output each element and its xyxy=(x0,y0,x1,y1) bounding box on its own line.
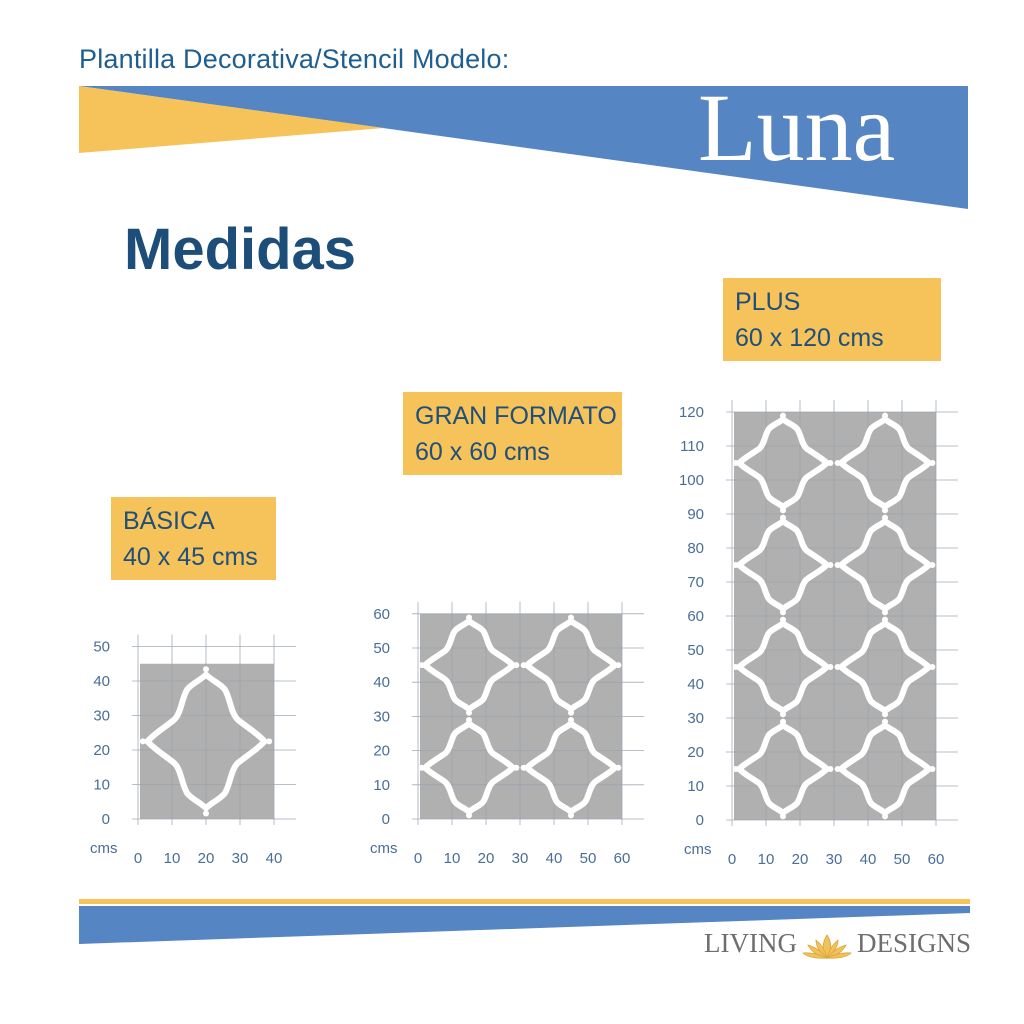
size-label-basica xyxy=(111,497,276,580)
motif-dot xyxy=(513,765,519,771)
motif-dot xyxy=(733,460,739,466)
size-dimensions: 60 x 120 cms xyxy=(735,324,884,352)
motif-dot xyxy=(882,609,888,615)
motif-dot xyxy=(882,507,888,513)
x-tick-label: 40 xyxy=(545,850,563,867)
y-tick-label: 40 xyxy=(687,676,704,693)
motif-dot xyxy=(568,710,574,716)
motif-dot xyxy=(780,617,786,623)
y-tick-label: 120 xyxy=(678,404,704,421)
x-tick-label: 60 xyxy=(613,850,631,867)
motif-dot xyxy=(882,413,888,419)
unit-label: cms xyxy=(90,840,118,857)
motif-dot xyxy=(882,515,888,521)
x-tick-label: 10 xyxy=(443,850,461,867)
y-tick-label: 10 xyxy=(373,776,390,794)
size-name: BÁSICA xyxy=(123,507,215,535)
motif-dot xyxy=(466,710,472,716)
motif-dot xyxy=(835,562,841,568)
motif-dot xyxy=(929,664,935,670)
motif-dot xyxy=(266,738,272,744)
unit-label: cms xyxy=(684,841,712,858)
y-tick-label: 90 xyxy=(687,506,704,523)
y-tick-label: 0 xyxy=(695,812,704,829)
x-tick-label: 20 xyxy=(791,851,809,868)
motif-dot xyxy=(827,664,833,670)
motif-dot xyxy=(513,662,519,668)
motif-dot xyxy=(827,766,833,772)
y-tick-label: 80 xyxy=(687,540,704,557)
motif-dot xyxy=(882,719,888,725)
y-tick-label: 0 xyxy=(381,811,390,828)
subtitle: Plantilla Decorativa/Stencil Modelo: xyxy=(79,44,510,74)
y-tick-label: 10 xyxy=(93,776,110,794)
y-tick-label: 70 xyxy=(687,574,704,591)
motif-dot xyxy=(733,562,739,568)
motif-dot xyxy=(466,717,472,723)
motif-dot xyxy=(521,765,527,771)
y-tick-label: 110 xyxy=(680,438,704,455)
y-tick-label: 40 xyxy=(373,674,390,692)
y-tick-label: 20 xyxy=(93,742,110,759)
x-tick-label: 50 xyxy=(579,850,597,867)
lotus-icon xyxy=(801,931,853,961)
size-name: PLUS xyxy=(735,288,801,316)
size-dimensions: 40 x 45 cms xyxy=(123,543,258,571)
x-tick-label: 0 xyxy=(133,850,143,867)
motif-dot xyxy=(615,662,621,668)
y-tick-label: 0 xyxy=(101,811,110,828)
motif-dot xyxy=(615,765,621,771)
x-tick-label: 40 xyxy=(265,850,283,867)
motif-dot xyxy=(780,719,786,725)
x-tick-label: 20 xyxy=(197,850,215,867)
stencil-chart-gran-formato xyxy=(340,580,660,880)
motif-dot xyxy=(929,460,935,466)
motif-dot xyxy=(568,614,574,620)
motif-dot xyxy=(827,460,833,466)
motif-dot xyxy=(733,766,739,772)
motif-dot xyxy=(882,617,888,623)
x-tick-label: 30 xyxy=(231,850,249,867)
footer-yellow-stripe xyxy=(79,899,970,904)
y-tick-label: 40 xyxy=(93,673,110,690)
motif-dot xyxy=(929,766,935,772)
motif-dot xyxy=(882,711,888,717)
motif-dot xyxy=(568,717,574,723)
unit-label: cms xyxy=(370,840,398,857)
motif-dot xyxy=(780,507,786,513)
motif-dot xyxy=(780,413,786,419)
motif-dot xyxy=(780,515,786,521)
motif-dot xyxy=(929,562,935,568)
motif-dot xyxy=(203,810,209,816)
model-name: Luna xyxy=(698,74,896,181)
motif-dot xyxy=(203,666,209,672)
y-tick-label: 60 xyxy=(373,605,390,623)
motif-dot xyxy=(568,812,574,818)
motif-dot xyxy=(835,664,841,670)
motif-dot xyxy=(780,609,786,615)
brand-right: DESIGNS xyxy=(856,928,971,958)
x-tick-label: 30 xyxy=(825,851,843,868)
brand-left: LIVING xyxy=(704,928,797,958)
motif-dot xyxy=(882,813,888,819)
y-tick-label: 30 xyxy=(93,707,110,725)
y-tick-label: 20 xyxy=(687,744,704,761)
motif-dot xyxy=(780,813,786,819)
size-name: GRAN FORMATO xyxy=(415,402,617,430)
y-tick-label: 60 xyxy=(687,608,704,625)
x-tick-label: 40 xyxy=(859,851,877,868)
x-tick-label: 0 xyxy=(413,850,423,867)
y-tick-label: 50 xyxy=(687,642,704,659)
y-tick-label: 50 xyxy=(373,640,390,657)
motif-dot xyxy=(521,662,527,668)
motif-dot xyxy=(419,765,425,771)
motif-dot xyxy=(827,562,833,568)
y-tick-label: 30 xyxy=(687,710,704,727)
size-label-gran-formato xyxy=(403,392,622,475)
x-tick-label: 10 xyxy=(757,851,775,868)
motif-dot xyxy=(733,664,739,670)
y-tick-label: 100 xyxy=(678,472,704,489)
y-tick-label: 30 xyxy=(373,708,390,726)
motif-dot xyxy=(835,460,841,466)
section-title: Medidas xyxy=(124,217,357,282)
y-tick-label: 50 xyxy=(93,638,110,656)
y-tick-label: 20 xyxy=(373,742,390,760)
y-tick-label: 10 xyxy=(687,778,704,795)
stencil-chart-basica xyxy=(0,600,320,880)
x-tick-label: 50 xyxy=(893,851,911,868)
x-tick-label: 30 xyxy=(511,850,529,867)
motif-dot xyxy=(466,614,472,620)
motif-dot xyxy=(419,662,425,668)
x-tick-label: 10 xyxy=(163,850,181,867)
x-tick-label: 0 xyxy=(727,851,737,868)
motif-dot xyxy=(835,766,841,772)
motif-dot xyxy=(466,812,472,818)
stencil-plate xyxy=(140,664,274,819)
size-label-plus xyxy=(723,278,941,361)
motif-dot xyxy=(780,711,786,717)
x-tick-label: 20 xyxy=(477,850,495,867)
brand-logo xyxy=(704,928,971,961)
x-tick-label: 60 xyxy=(927,851,945,868)
motif-dot xyxy=(140,738,146,744)
stencil-chart-plus xyxy=(660,380,980,880)
size-dimensions: 60 x 60 cms xyxy=(415,438,550,466)
